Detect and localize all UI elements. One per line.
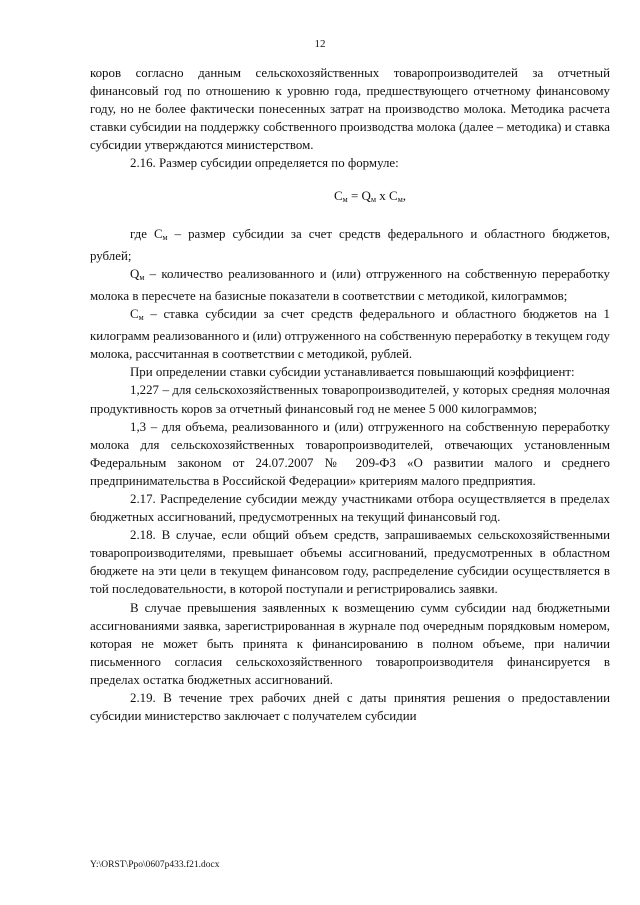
- footer-file-path: Y:\ORST\Ppo\0607p433.f21.docx: [90, 860, 220, 870]
- definition-cm-rate: $С_м$ – ставка субсидии за счет средств федерального и областного бюджетов на 1 килограмм реализованного и (или) отгруженного на собственную переработку в текущем году молока, рассчитанная в соответствии с методикой, рублей.: [90, 307, 610, 362]
- document-body: [90, 64, 610, 725]
- paragraph-coefficient: При определении ставки субсидии устанавливается повышающий коэффициент:: [130, 365, 575, 380]
- paragraph-2-17: 2.17. Распределение субсидии между участниками отбора осуществляется в пределах бюджетных ассигнований, предусмотренных на текущий финансовый год.: [90, 491, 610, 525]
- paragraph-methodology: коров согласно данным сельскохозяйственных товаропроизводителей за отчетный финансовый год по отношению к уровню года, предшествующего отчетному финансовому году, но не более фактически понесенных затрат на производство молока. Методика расчета ставки субсидии на поддержку собственного производства молока (далее – методика) и ставка субсидии утверждаются министерством.: [90, 66, 610, 153]
- coefficient-1-227: 1,227 – для сельскохозяйственных товаропроизводителей, у которых средняя молочная продуктивность коров за отчетный финансовый год не менее 5 000 килограммов;: [90, 383, 610, 416]
- definition-qm: $Q_м$ – количество реализованного и (или) отгруженного на собственную переработку молока в пересчете на базисные показатели в соответствии с методикой, килограммов;: [90, 266, 610, 303]
- paragraph-excess-claims: В случае превышения заявленных к возмещению сумм субсидии над бюджетными ассигнованиями заявка, зарегистрированная в журнале под очередным порядковым номером, которая не может быть принята к финансированию в полном объеме, при наличии письменного согласия сельскохозяйственного товаропроизводителя финансируется в пределах остатка бюджетных ассигнований.: [90, 600, 610, 687]
- coefficient-1-3: 1,3 – для объема, реализованного и (или) отгруженного на собственную переработку молока для сельскохозяйственных товаропроизводителей, отвечающих установленным Федеральным законом от 24.07.2007 № 209-ФЗ «О развитии малого и среднего предпринимательства в Российской Федерации» критериям малого предприятия.: [90, 419, 610, 488]
- definition-cm-total: где $С_м$ – размер субсидии за счет средств федерального и областного бюджетов, рублей;: [90, 226, 610, 263]
- paragraph-2-18: 2.18. В случае, если общий объем средств, запрашиваемых сельскохозяйственными товаропроизводителями, превышает объемы ассигнований, предусмотренных в областном бюджете на эти цели в текущем финансовом году, распределение субсидии осуществляется в той последовательности, в которой поступали и регистрировались заявки.: [90, 528, 610, 597]
- paragraph-2-16: 2.16. Размер субсидии определяется по формуле:: [130, 156, 399, 171]
- subsidy-formula: $С_м = Q_м$ x $С_м$,: [333, 187, 406, 204]
- paragraph-2-19: 2.19. В течение трех рабочих дней с даты принятия решения о предоставлении субсидии министерство заключает с получателем субсидии: [90, 691, 610, 724]
- page-number: 12: [314, 38, 326, 50]
